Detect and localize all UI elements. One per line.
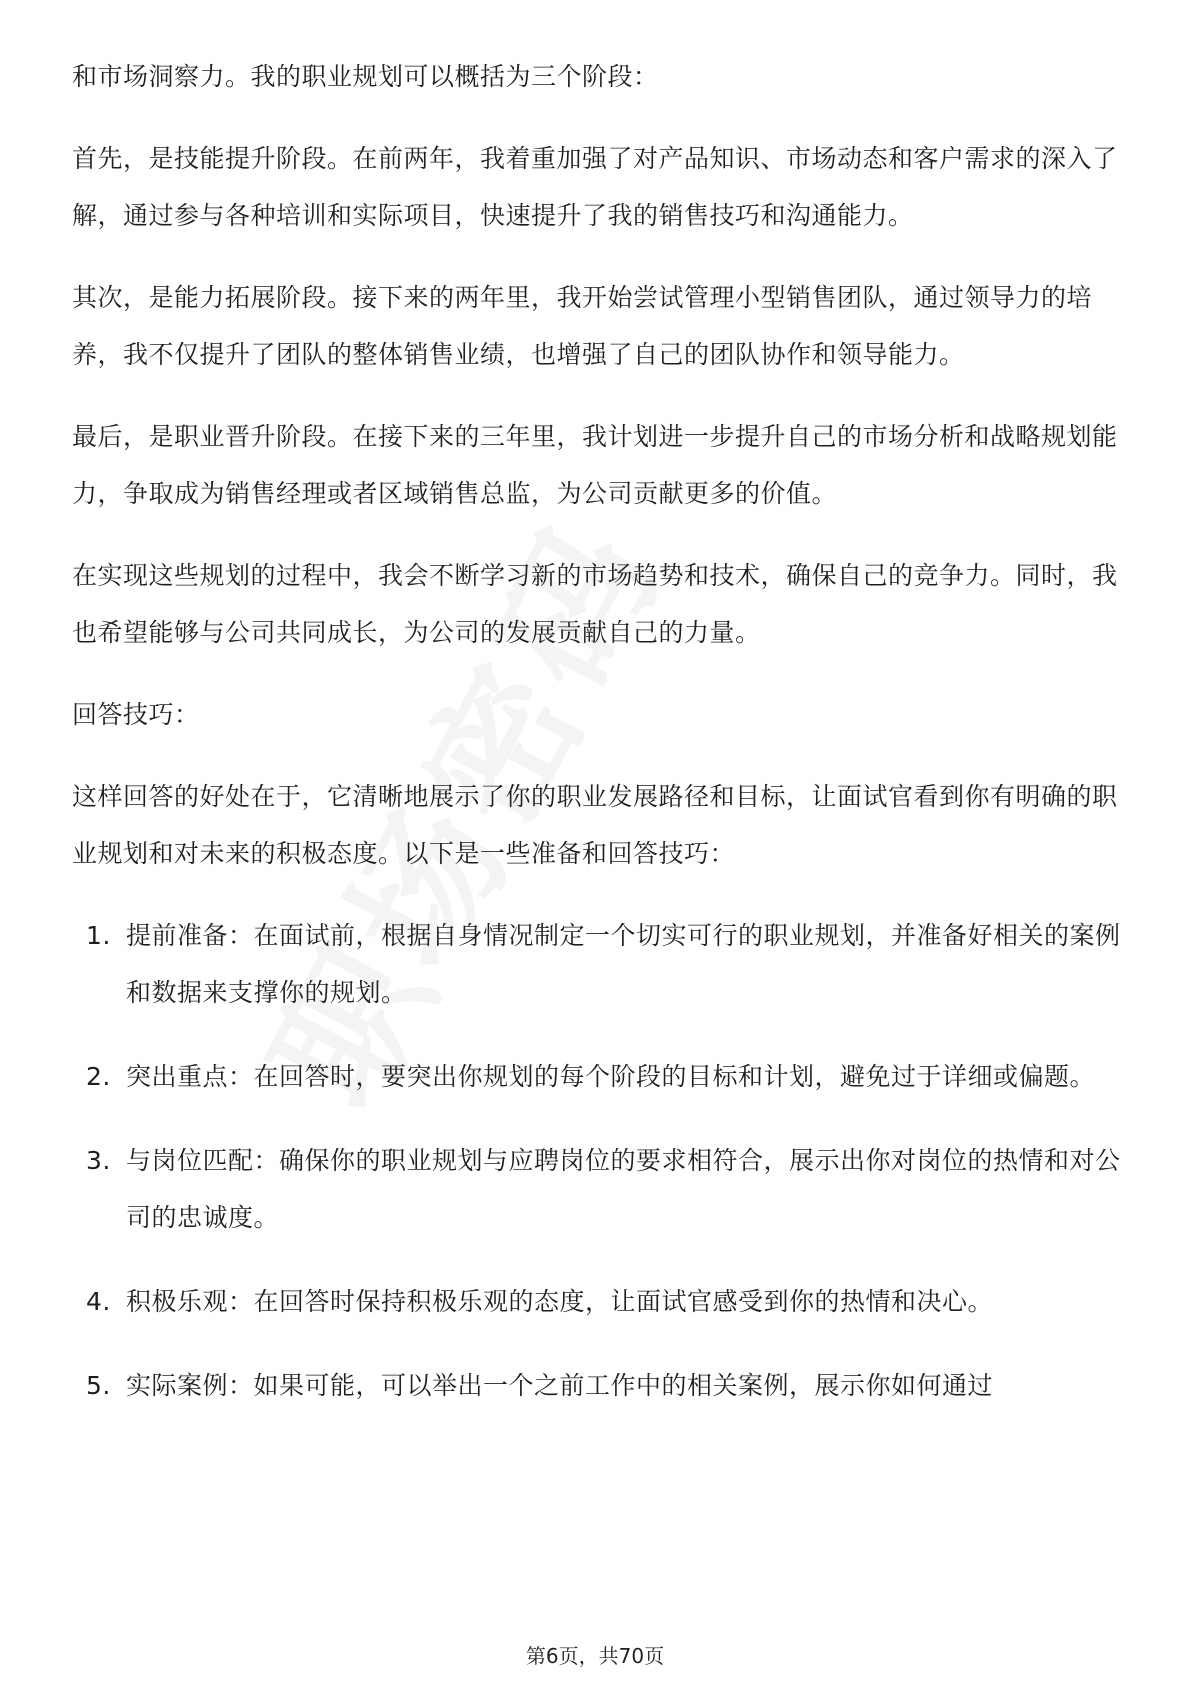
paragraph-tips-intro: 这样回答的好处在于，它清晰地展示了你的职业发展路径和目标，让面试官看到你有明确的职业规划和对未来的积极态度。以下是一些准备和回答技巧： [72, 782, 1118, 868]
list-item-text: 积极乐观：在回答时保持积极乐观的态度，让面试官感受到你的热情和决心。 [126, 1287, 994, 1316]
list-item-text: 实际案例：如果可能，可以举出一个之前工作中的相关案例，展示你如何通过 [126, 1371, 994, 1400]
section-heading-tips: 回答技巧： [72, 700, 200, 729]
list-item [72, 1048, 1122, 1105]
paragraph-conclusion: 在实现这些规划的过程中，我会不断学习新的市场趋势和技术，确保自己的竞争力。同时，我也希望能够与公司共同成长，为公司的发展贡献自己的力量。 [72, 561, 1118, 647]
list-number: 2. [86, 1062, 111, 1091]
list-number: 4. [86, 1287, 111, 1316]
list-number: 5. [86, 1371, 111, 1400]
page-number-footer: 第6页，共70页 [525, 1644, 665, 1668]
list-number: 1. [86, 921, 111, 950]
list-number: 3. [86, 1146, 111, 1175]
tips-list [72, 907, 1122, 1414]
paragraph-stage-3: 最后，是职业晋升阶段。在接下来的三年里，我计划进一步提升自己的市场分析和战略规划能力，争取成为销售经理或者区域销售总监，为公司贡献更多的价值。 [72, 422, 1118, 508]
list-item [72, 1132, 1122, 1246]
list-item [72, 907, 1122, 1021]
list-item [72, 1357, 1122, 1414]
list-item-text: 提前准备：在面试前，根据自身情况制定一个切实可行的职业规划，并准备好相关的案例和数据来支撑你的规划。 [126, 921, 1121, 1007]
document-body [72, 48, 1122, 1441]
list-item-text: 与岗位匹配：确保你的职业规划与应聘岗位的要求相符合，展示出你对岗位的热情和对公司的忠诚度。 [126, 1146, 1121, 1232]
list-item [72, 1273, 1122, 1330]
paragraph-stage-1: 首先，是技能提升阶段。在前两年，我着重加强了对产品知识、市场动态和客户需求的深入了解，通过参与各种培训和实际项目，快速提升了我的销售技巧和沟通能力。 [72, 144, 1118, 230]
paragraph-intro: 和市场洞察力。我的职业规划可以概括为三个阶段： [72, 62, 659, 91]
paragraph-stage-2: 其次，是能力拓展阶段。接下来的两年里，我开始尝试管理小型销售团队，通过领导力的培养，我不仅提升了团队的整体销售业绩，也增强了自己的团队协作和领导能力。 [72, 283, 1093, 369]
list-item-text: 突出重点：在回答时，要突出你规划的每个阶段的目标和计划，避免过于详细或偏题。 [126, 1062, 1096, 1091]
